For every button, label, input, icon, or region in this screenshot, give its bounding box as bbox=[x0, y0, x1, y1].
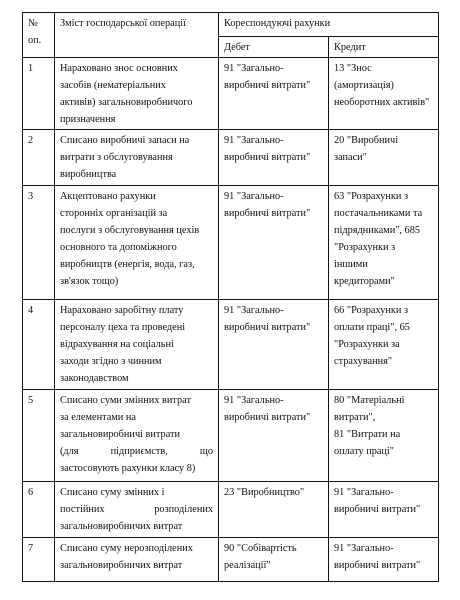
desc-line: заходи згідно з чинним bbox=[60, 356, 162, 367]
header-corr-cell bbox=[219, 13, 439, 37]
credit-line: 91 "Загально- bbox=[334, 543, 394, 554]
row-desc bbox=[55, 186, 219, 300]
desc-line: Акцептовано рахунки bbox=[60, 191, 156, 202]
row-num bbox=[23, 482, 55, 538]
header-row bbox=[23, 13, 439, 37]
row-credit bbox=[329, 482, 439, 538]
row-debit bbox=[219, 300, 329, 390]
row-desc bbox=[55, 390, 219, 482]
credit-line: страхування" bbox=[334, 356, 393, 367]
row-num bbox=[23, 186, 55, 300]
table-row bbox=[23, 538, 439, 582]
credit-line: оплату праці" bbox=[334, 446, 394, 457]
desc-line: виробництв (енергія, вода, газ, bbox=[60, 259, 195, 270]
desc-line: застосовують рахунки класу 8) bbox=[60, 463, 196, 474]
debit-line: 90 "Собівартість bbox=[224, 543, 297, 554]
table-row bbox=[23, 186, 439, 300]
row-desc bbox=[55, 130, 219, 186]
header-num-label: № оп. bbox=[28, 18, 42, 46]
credit-line: запаси" bbox=[334, 152, 367, 163]
credit-line: 80 "Матеріальні bbox=[334, 395, 405, 406]
credit-line: 20 "Виробничі bbox=[334, 135, 399, 146]
header-debit-label: Дебет bbox=[224, 42, 250, 53]
header-credit-label: Кредит bbox=[334, 42, 366, 53]
desc-line: виробництва bbox=[60, 169, 117, 180]
credit-line: кредиторами" bbox=[334, 276, 395, 287]
row-num-text: 7 bbox=[28, 543, 34, 554]
desc-line: загальновиробничі витрати bbox=[60, 429, 181, 440]
row-num-text: 5 bbox=[28, 395, 34, 406]
debit-line: реалізації" bbox=[224, 560, 271, 571]
row-desc bbox=[55, 300, 219, 390]
table-row bbox=[23, 390, 439, 482]
debit-line: 91 "Загально- bbox=[224, 305, 284, 316]
credit-line: 81 "Витрати на bbox=[334, 429, 401, 440]
row-debit bbox=[219, 186, 329, 300]
row-num-text: 1 bbox=[28, 63, 34, 74]
table-row bbox=[23, 482, 439, 538]
row-num-text: 6 bbox=[28, 487, 34, 498]
header-num-cell bbox=[23, 13, 55, 58]
desc-line: законодавством bbox=[60, 373, 129, 384]
credit-line: необоротних активів" bbox=[334, 97, 430, 108]
desc-line: зв'язок тощо) bbox=[60, 276, 119, 287]
header-corr-label: Кореспондуючі рахунки bbox=[224, 18, 331, 29]
desc-line: сторонніх організацій за bbox=[60, 208, 168, 219]
row-credit bbox=[329, 186, 439, 300]
row-desc bbox=[55, 58, 219, 130]
debit-line: виробничі витрати" bbox=[224, 80, 311, 91]
row-credit bbox=[329, 130, 439, 186]
desc-line: засобів (нематеріальних bbox=[60, 80, 166, 91]
desc-line: за елементами на bbox=[60, 412, 136, 423]
document-page bbox=[22, 12, 439, 582]
header-desc-label: Зміст господарської операції bbox=[60, 18, 186, 29]
desc-line: Списано суму нерозподілених bbox=[60, 543, 193, 554]
credit-line: 63 "Розрахунки з bbox=[334, 191, 409, 202]
row-debit bbox=[219, 390, 329, 482]
credit-line: 13 "Знос bbox=[334, 63, 372, 74]
desc-line: Списано суми змінних витрат bbox=[60, 395, 191, 406]
desc-line: витрати з обслуговування bbox=[60, 152, 173, 163]
desc-line: постійних розподілених bbox=[60, 504, 213, 515]
table-row bbox=[23, 300, 439, 390]
credit-line: 66 "Розрахунки з bbox=[334, 305, 409, 316]
debit-line: виробничі витрати" bbox=[224, 152, 311, 163]
row-credit bbox=[329, 300, 439, 390]
credit-line: (амортизація) bbox=[334, 80, 394, 91]
desc-line: (для підприємств, що bbox=[60, 446, 213, 457]
table-row bbox=[23, 58, 439, 130]
header-desc-cell bbox=[55, 13, 219, 58]
debit-line: 91 "Загально- bbox=[224, 395, 284, 406]
desc-line: Нараховано знос основних bbox=[60, 63, 178, 74]
credit-line: витрати", bbox=[334, 412, 376, 423]
credit-line: підрядниками", 685 bbox=[334, 225, 420, 236]
row-debit bbox=[219, 482, 329, 538]
row-num bbox=[23, 538, 55, 582]
debit-line: 91 "Загально- bbox=[224, 191, 284, 202]
debit-line: 91 "Загально- bbox=[224, 135, 284, 146]
credit-line: постачальниками та bbox=[334, 208, 423, 219]
desc-line: Списано суму змінних і bbox=[60, 487, 165, 498]
desc-line: послуги з обслуговування цехів bbox=[60, 225, 200, 236]
desc-line: призначення bbox=[60, 114, 116, 125]
desc-line: загальновиробничих витрат bbox=[60, 560, 183, 571]
desc-line: основного та допоміжного bbox=[60, 242, 177, 253]
debit-line: виробничі витрати" bbox=[224, 208, 311, 219]
credit-line: виробничі витрати" bbox=[334, 504, 421, 515]
row-num bbox=[23, 300, 55, 390]
desc-line: Списано виробничі запаси на bbox=[60, 135, 190, 146]
debit-line: 91 "Загально- bbox=[224, 63, 284, 74]
desc-line: активів) загальновиробничого bbox=[60, 97, 193, 108]
debit-line: виробничі витрати" bbox=[224, 412, 311, 423]
table-row bbox=[23, 130, 439, 186]
desc-line: Нараховано заробітну плату bbox=[60, 305, 184, 316]
row-desc bbox=[55, 538, 219, 582]
header-debit-cell bbox=[219, 37, 329, 58]
credit-line: іншими bbox=[334, 259, 368, 270]
credit-line: "Розрахунки за bbox=[334, 339, 400, 350]
debit-line: виробничі витрати" bbox=[224, 322, 311, 333]
header-credit-cell bbox=[329, 37, 439, 58]
credit-line: "Розрахунки з bbox=[334, 242, 396, 253]
row-num-text: 4 bbox=[28, 305, 34, 316]
row-num bbox=[23, 390, 55, 482]
desc-line: персоналу цеха та проведені bbox=[60, 322, 186, 333]
row-debit bbox=[219, 58, 329, 130]
debit-line: 23 "Виробництво" bbox=[224, 487, 305, 498]
desc-line: загальновиробничих витрат bbox=[60, 521, 183, 532]
row-num-text: 3 bbox=[28, 191, 34, 202]
row-num bbox=[23, 58, 55, 130]
row-debit bbox=[219, 538, 329, 582]
row-credit bbox=[329, 390, 439, 482]
row-credit bbox=[329, 538, 439, 582]
row-desc bbox=[55, 482, 219, 538]
desc-line: відрахування на соціальні bbox=[60, 339, 174, 350]
credit-line: 91 "Загально- bbox=[334, 487, 394, 498]
row-credit bbox=[329, 58, 439, 130]
row-num-text: 2 bbox=[28, 135, 34, 146]
credit-line: оплати праці", 65 bbox=[334, 322, 410, 333]
credit-line: виробничі витрати" bbox=[334, 560, 421, 571]
accounting-table bbox=[22, 12, 439, 582]
row-num bbox=[23, 130, 55, 186]
row-debit bbox=[219, 130, 329, 186]
